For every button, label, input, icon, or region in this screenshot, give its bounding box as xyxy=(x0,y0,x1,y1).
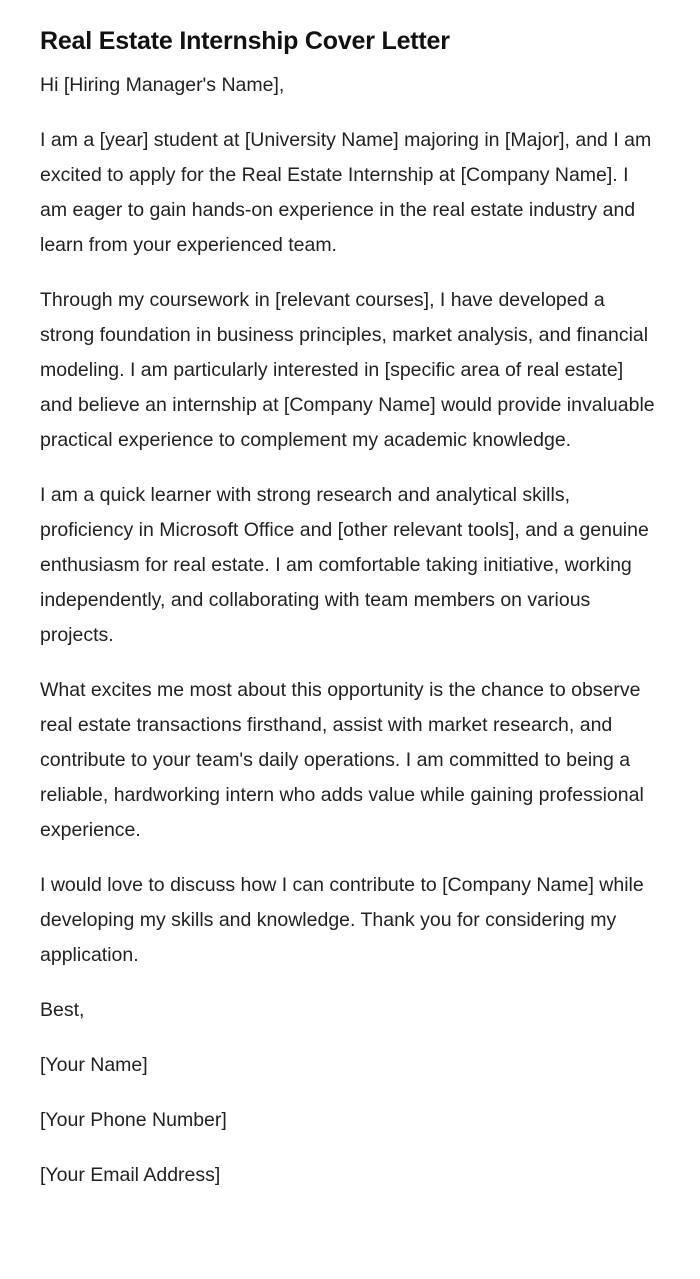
sender-phone: [Your Phone Number] xyxy=(40,1109,227,1131)
letter-paragraph-2: Through my coursework in [relevant courses], I have developed a strong foundation in business principles, market analysis, and financial modeling. I am particularly interested in [specific area of real estate] and believe an internship at [Company Name] would provide invaluable practical experience to complement my academic knowledge. xyxy=(40,289,655,451)
letter-signoff: Best, xyxy=(40,999,85,1021)
letter-paragraph-4: What excites me most about this opportunity is the chance to observe real estate transactions firsthand, assist with market research, and contribute to your team's daily operations. I am committed to being a reliable, hardworking intern who adds value while gaining professional experience. xyxy=(40,679,644,841)
letter-paragraph-1: I am a [year] student at [University Name] majoring in [Major], and I am excited to apply for the Real Estate Internship at [Company Name]. I am eager to gain hands-on experience in the real estate industry and learn from your experienced team. xyxy=(40,129,652,256)
letter-closing xyxy=(40,993,660,1193)
sender-email: [Your Email Address] xyxy=(40,1164,221,1186)
letter-title: Real Estate Internship Cover Letter xyxy=(40,27,450,55)
sender-name: [Your Name] xyxy=(40,1054,148,1076)
letter-greeting: Hi [Hiring Manager's Name], xyxy=(40,74,285,96)
letter-paragraph-5: I would love to discuss how I can contribute to [Company Name] while developing my skills and knowledge. Thank you for considering my application. xyxy=(40,874,644,966)
letter-paragraph-3: I am a quick learner with strong research and analytical skills, proficiency in Microsoft Office and [other relevant tools], and a genuine enthusiasm for real estate. I am comfortable taking initiative, working independently, and collaborating with team members on various projects. xyxy=(40,484,649,646)
